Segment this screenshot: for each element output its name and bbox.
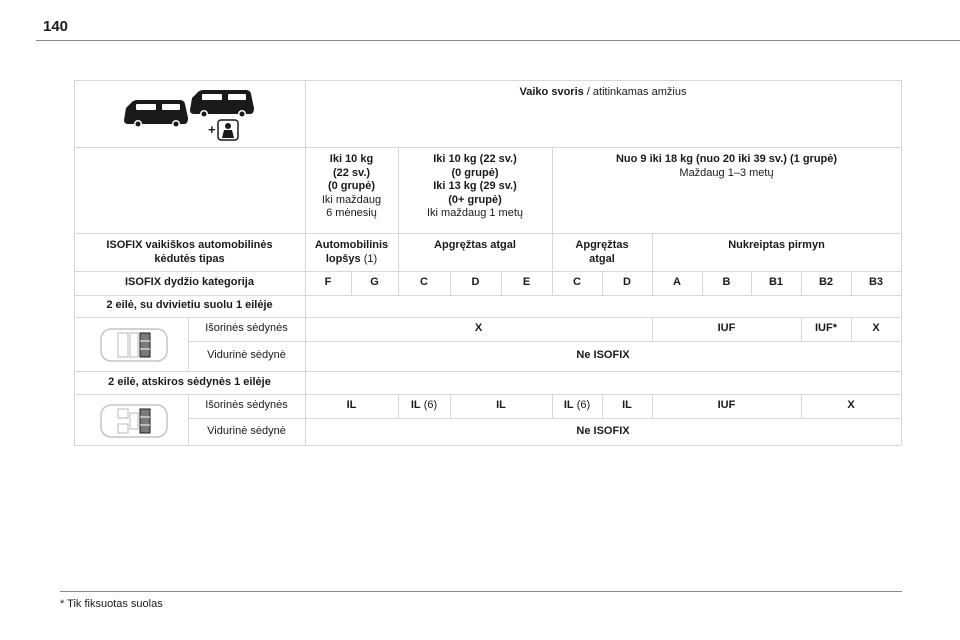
- section2-row0-note: (6): [573, 399, 591, 412]
- section2-row1-label: Vidurinė sėdynė: [207, 424, 286, 437]
- seat-layout-separate-icon: [100, 403, 170, 439]
- weight-group-1-line: Iki 13 kg (29 sv.): [433, 180, 517, 192]
- section1-row0-label: Išorinės sėdynės: [205, 322, 288, 335]
- weight-header-rest: / atitinkamas amžius: [583, 86, 687, 98]
- footnote-divider: [60, 591, 902, 592]
- weight-header-bold: Vaiko svoris: [519, 86, 584, 98]
- weight-group-2-line: Nuo 9 iki 18 kg (nuo 20 iki 39 sv.) (1 grupė): [615, 153, 838, 165]
- type-carrycot-note: (1): [360, 252, 378, 265]
- weight-group-2: [552, 147, 901, 233]
- section2-row1-value: Ne ISOFIX: [576, 424, 630, 437]
- size-class: G: [370, 276, 379, 289]
- type-rear-facing-2-line: atgal: [589, 252, 615, 265]
- seat-layout-bench-icon: [100, 327, 170, 363]
- size-class: B1: [768, 276, 784, 289]
- size-class: E: [522, 276, 531, 289]
- section2-row0-value: [552, 394, 602, 418]
- weight-group-0-line: (22 sv.): [332, 166, 371, 179]
- weight-group-0-line: Iki 10 kg: [329, 153, 374, 165]
- weight-group-0-line: 6 mėnesių: [326, 207, 377, 219]
- weight-header: [305, 80, 901, 147]
- weight-group-2-line: Maždaug 1–3 metų: [679, 166, 774, 179]
- section2-row0-value: IL: [346, 399, 357, 412]
- svg-text:+: +: [208, 122, 216, 137]
- section2-row0-value-text: IL: [410, 399, 421, 412]
- section2-row0-label: Išorinės sėdynės: [205, 399, 288, 412]
- isofix-table: [74, 80, 901, 445]
- type-rear-facing: [398, 233, 552, 271]
- section2-row0-value-text: IL: [563, 399, 574, 412]
- weight-group-0-line: Iki maždaug: [321, 193, 382, 206]
- type-carrycot-label: Automobilinis lopšys: [314, 239, 389, 265]
- size-class: D: [471, 276, 480, 289]
- type-row-label-text: ISOFIX vaikiškos automobilinės kėdutės tipas: [106, 239, 273, 265]
- section2-row0-value: IL: [622, 399, 632, 412]
- size-class: C: [573, 276, 581, 289]
- type-carrycot: [305, 233, 398, 271]
- type-rear-facing-2-line: Apgręžtas: [575, 239, 629, 251]
- child-seat-icon: [218, 120, 238, 140]
- weight-group-1-line: Iki maždaug 1 metų: [427, 207, 523, 219]
- top-divider: [36, 40, 960, 41]
- section1-row1-value: Ne ISOFIX: [576, 349, 630, 362]
- van-icon: [122, 88, 258, 144]
- size-row-label: ISOFIX dydžio kategorija: [125, 276, 254, 289]
- section2-row0-value: X: [847, 399, 855, 412]
- section1-title: 2 eilė, su dvivietiu suolu 1 eilėje: [106, 299, 273, 312]
- page-number: 140: [43, 18, 69, 35]
- weight-group-1-line: (0 grupė): [451, 166, 499, 179]
- size-class: B3: [868, 276, 884, 289]
- section2-row0-value: IUF: [717, 399, 736, 412]
- size-class: B2: [818, 276, 834, 289]
- weight-group-1-line: Iki 10 kg (22 sv.): [433, 153, 517, 165]
- section2-row0-value: [398, 394, 450, 418]
- size-class: C: [420, 276, 428, 289]
- weight-group-1-line: (0+ grupė): [448, 193, 502, 206]
- type-rear-facing-label: Apgręžtas atgal: [434, 239, 516, 251]
- type-forward-facing: [652, 233, 901, 271]
- type-rear-facing-2: [552, 233, 652, 271]
- section2-row0-value: IL: [496, 399, 506, 412]
- weight-group-0-line: (0 grupė): [327, 180, 376, 192]
- size-class: B: [722, 276, 731, 289]
- size-class: F: [324, 276, 332, 289]
- section2-row0-note: (6): [420, 399, 438, 412]
- section1-row0-value: X: [872, 322, 880, 335]
- weight-group-0: [305, 147, 398, 233]
- size-class: A: [673, 276, 681, 289]
- weight-group-1: [398, 147, 552, 233]
- section2-title: 2 eilė, atskiros sėdynės 1 eilėje: [108, 375, 271, 388]
- type-row-label: [74, 233, 305, 271]
- section1-row1-label: Vidurinė sėdynė: [207, 349, 286, 362]
- section1-row0-value: IUF*: [815, 322, 837, 335]
- type-forward-facing-label: Nukreiptas pirmyn: [728, 239, 825, 251]
- size-class: D: [623, 276, 631, 289]
- section1-row0-value: IUF: [717, 322, 736, 335]
- footnote: * Tik fiksuotas suolas: [60, 598, 163, 610]
- section1-row0-value: X: [474, 322, 483, 335]
